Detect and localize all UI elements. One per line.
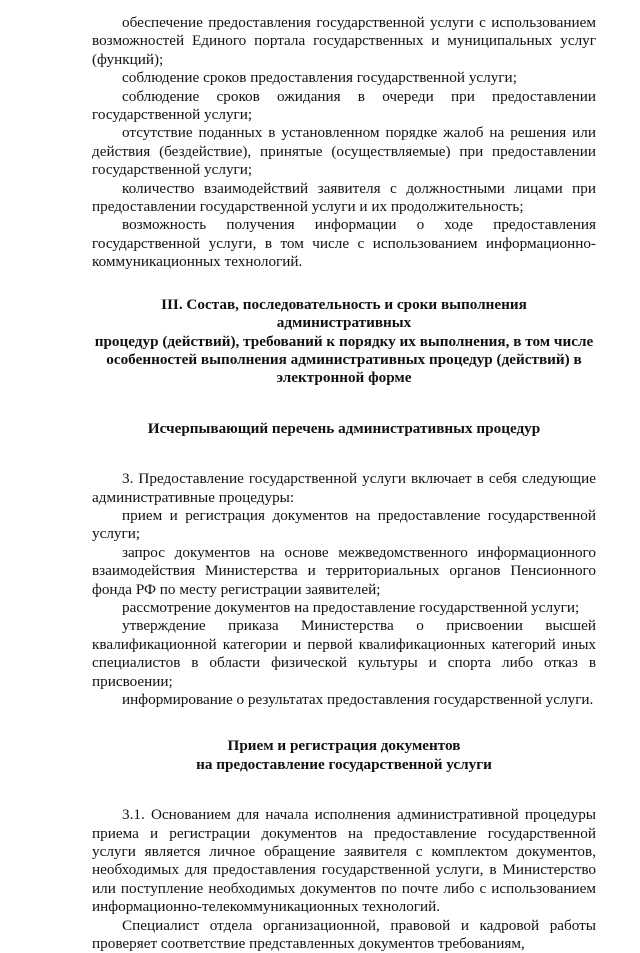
subsection-title-line: Прием и регистрация документов: [227, 737, 461, 755]
procedure-item: утверждение приказа Министерства о присвоении высшей квалификационной категории и первой квалификационных категорий иных специалистов в области физической культуры и спорта либо отказ в присвоении;: [92, 617, 596, 690]
list-item-info: возможность получения информации о ходе предоставления государственной услуги, в том числе с использованием информационно-коммуникационных технологий.: [92, 216, 596, 271]
list-item-queue: соблюдение сроков ожидания в очереди при предоставлении государственной услуги;: [92, 87, 596, 124]
paragraph-specialist: Специалист отдела организационной, правовой и кадровой работы проверяет соответствие представленных документов требованиям,: [92, 916, 596, 953]
paragraph-3: 3. Предоставление государственной услуги включает в себя следующие административные процедуры:: [92, 470, 596, 506]
procedure-item: рассмотрение документов на предоставление государственной услуги;: [122, 598, 580, 616]
section-title-line: особенностей выполнения административных процедур (действий) в: [106, 350, 582, 368]
list-item-deadlines: соблюдение сроков предоставления государственной услуги;: [122, 69, 517, 87]
paragraph-3-1: 3.1. Основанием для начала исполнения административной процедуры приема и регистрации документов на предоставление государственной услуги является личное обращение заявителя с комплектом документов, необходимых для предоставления государственной услуги, в Министерство или поступление необходимых документов по почте либо с использованием информационно-телекоммуникационных технологий.: [92, 806, 596, 916]
list-item-interactions: количество взаимодействий заявителя с должностными лицами при предоставлении государственной услуги и их продолжительность;: [92, 179, 596, 216]
list-item-portal: обеспечение предоставления государственной услуги с использованием возможностей Единого портала государственных и муниципальных услуг (функций);: [92, 14, 596, 68]
list-item-complaints: отсутствие поданных в установленном порядке жалоб на решения или действия (бездействие), принятые (осуществляемые) при предоставлении государственной услуги;: [92, 124, 596, 179]
procedure-item: прием и регистрация документов на предоставление государственной услуги;: [92, 506, 596, 543]
subsection-title-procedures: Исчерпывающий перечень административных процедур: [147, 419, 541, 437]
section-title-line: электронной форме: [276, 369, 412, 387]
section-title-line: III. Состав, последовательность и сроки выполнения административных: [161, 295, 527, 332]
procedure-item: информирование о результатах предоставления государственной услуги.: [122, 691, 594, 708]
section-title-line: процедур (действий), требований к порядку их выполнения, в том числе: [94, 332, 594, 350]
subsection-title-line: на предоставление государственной услуги: [196, 755, 492, 773]
section-title: [92, 296, 596, 388]
subsection-title-reception: [92, 737, 596, 774]
procedure-item: запрос документов на основе межведомственного информационного взаимодействия Министерства и территориальных органов Пенсионного фонда РФ по месту регистрации заявителей;: [92, 543, 596, 598]
